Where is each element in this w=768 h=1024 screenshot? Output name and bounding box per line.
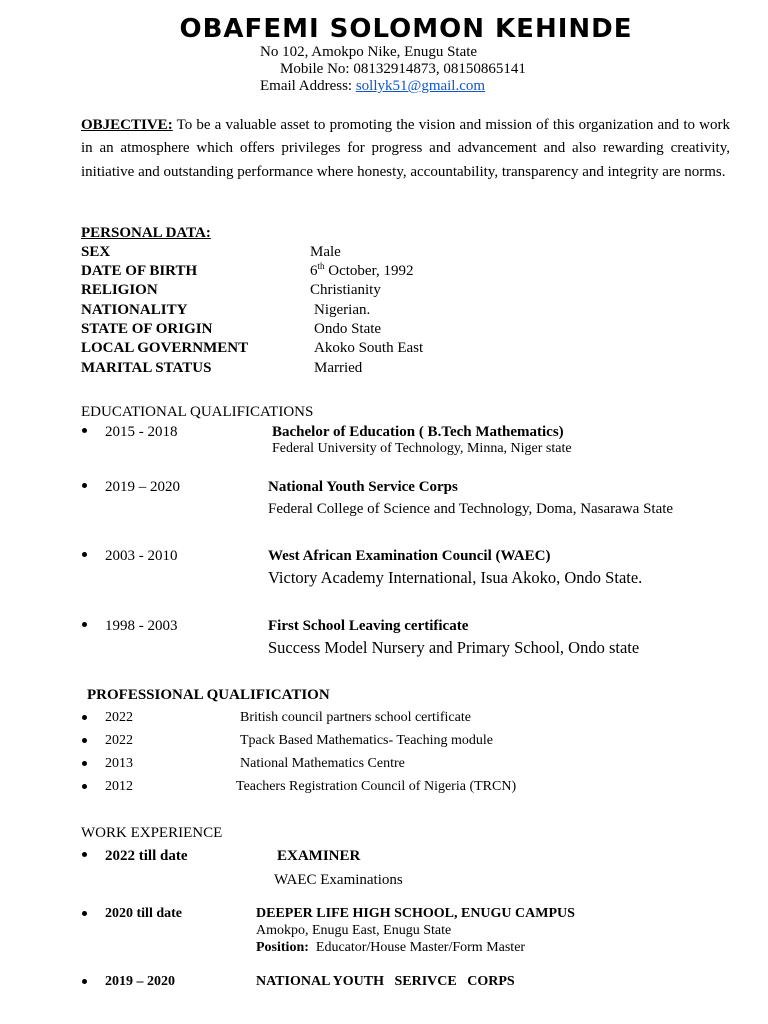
personal-value-state: Ondo State xyxy=(314,321,382,337)
work-position-2: Position: Educator/House Master/Form Master xyxy=(256,940,526,955)
personal-data-heading: PERSONAL DATA: xyxy=(81,225,211,241)
professional-title-1: British council partners school certificate xyxy=(240,710,471,725)
objective-text: To be a valuable asset to promoting the vision and mission of this organization and to work in an atmosphere which offers privileges for progress and advancement and also rewarding creativity, initiative and outstanding performance where honesty, accountability, transparency and integrity are norms. xyxy=(81,117,730,180)
education-years-1: 2015 - 2018 xyxy=(105,424,178,440)
education-institution-2: Federal College of Science and Technology, Doma, Nasarawa State xyxy=(268,501,674,517)
education-title-2: National Youth Service Corps xyxy=(268,479,458,495)
education-title-3: West African Examination Council (WAEC) xyxy=(268,548,551,564)
education-years-3: 2003 - 2010 xyxy=(105,548,178,564)
personal-value-nationality: Nigerian. xyxy=(314,302,371,318)
professional-title-2: Tpack Based Mathematics- Teaching module xyxy=(240,733,494,748)
personal-value-sex: Male xyxy=(310,244,341,260)
personal-label-state: STATE OF ORIGIN xyxy=(81,321,213,337)
bullet-icon xyxy=(82,622,87,627)
professional-title-3: National Mathematics Centre xyxy=(240,756,405,771)
education-institution-4: Success Model Nursery and Primary School, Ondo state xyxy=(268,638,640,657)
personal-value-marital: Married xyxy=(314,360,363,376)
email-link[interactable]: sollyk51@gmail.com xyxy=(355,78,486,94)
bullet-icon xyxy=(82,552,87,557)
personal-label-religion: RELIGION xyxy=(81,282,158,298)
objective-label: OBJECTIVE: xyxy=(81,117,173,133)
work-detail-2: Amokpo, Enugu East, Enugu State xyxy=(256,923,452,938)
personal-value-dob: 6th October, 1992 xyxy=(310,261,414,279)
personal-label-sex: SEX xyxy=(81,244,111,260)
personal-label-lga: LOCAL GOVERNMENT xyxy=(81,340,249,356)
professional-year-4: 2012 xyxy=(105,779,133,794)
education-institution-1: Federal University of Technology, Minna, Niger state xyxy=(272,441,572,456)
education-title-1: Bachelor of Education ( B.Tech Mathematics) xyxy=(272,424,564,440)
education-heading: EDUCATIONAL QUALIFICATIONS xyxy=(81,404,314,420)
bullet-icon xyxy=(82,784,87,789)
work-period-1: 2022 till date xyxy=(105,848,188,864)
bullet-icon xyxy=(82,911,87,916)
bullet-icon xyxy=(82,979,87,984)
bullet-icon xyxy=(82,738,87,743)
bullet-icon xyxy=(82,483,87,488)
professional-title-4: Teachers Registration Council of Nigeria (TRCN) xyxy=(236,779,517,794)
work-title-3: NATIONAL YOUTH SERIVCE CORPS xyxy=(256,974,515,989)
objective-paragraph xyxy=(81,114,730,184)
personal-label-marital: MARITAL STATUS xyxy=(81,360,212,376)
personal-label-nationality: NATIONALITY xyxy=(81,302,188,318)
work-period-3: 2019 – 2020 xyxy=(105,974,175,989)
mobile-line: Mobile No: 08132914873, 08150865141 xyxy=(280,61,526,77)
work-title-2: DEEPER LIFE HIGH SCHOOL, ENUGU CAMPUS xyxy=(256,906,575,921)
address-line: No 102, Amokpo Nike, Enugu State xyxy=(260,44,478,60)
work-title-1: EXAMINER xyxy=(277,848,361,864)
email-label: Email Address: xyxy=(260,78,356,94)
education-institution-3: Victory Academy International, Isua Akoko, Ondo State. xyxy=(268,568,643,587)
bullet-icon xyxy=(82,428,87,433)
candidate-name: OBAFEMI SOLOMON KEHINDE xyxy=(179,14,633,44)
education-years-2: 2019 – 2020 xyxy=(105,479,180,495)
work-period-2: 2020 till date xyxy=(105,906,182,921)
bullet-icon xyxy=(82,715,87,720)
education-title-4: First School Leaving certificate xyxy=(268,618,469,634)
personal-value-lga: Akoko South East xyxy=(314,340,424,356)
bullet-icon xyxy=(82,761,87,766)
email-line xyxy=(260,78,485,95)
professional-year-2: 2022 xyxy=(105,733,133,748)
professional-heading: PROFESSIONAL QUALIFICATION xyxy=(87,687,330,703)
professional-year-3: 2013 xyxy=(105,756,133,771)
education-years-4: 1998 - 2003 xyxy=(105,618,178,634)
work-detail-1: WAEC Examinations xyxy=(274,872,403,888)
personal-value-religion: Christianity xyxy=(310,282,381,298)
professional-year-1: 2022 xyxy=(105,710,133,725)
personal-label-dob: DATE OF BIRTH xyxy=(81,263,198,279)
work-heading: WORK EXPERIENCE xyxy=(81,825,223,841)
bullet-icon xyxy=(82,852,87,857)
